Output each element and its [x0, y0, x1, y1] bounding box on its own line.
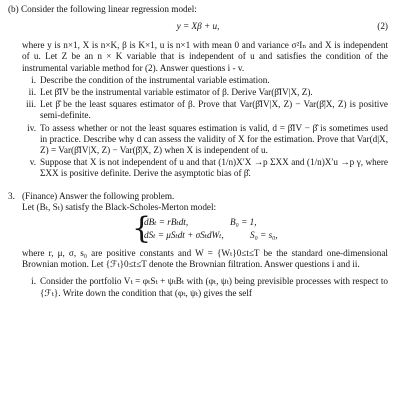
- question-numeral: iv.: [27, 122, 36, 133]
- part-b: [8, 4, 388, 180]
- question-item: [22, 157, 388, 179]
- question-3-intro: Let (Bₜ, Sₜ) satisfy the Black-Scholes-Merton model:: [22, 201, 217, 212]
- question-numeral: v.: [29, 157, 36, 168]
- question-numeral: i.: [31, 276, 36, 287]
- question-item: [22, 276, 388, 298]
- regression-equation: [8, 21, 388, 33]
- equation-number: (2): [377, 21, 388, 32]
- part-b-intro: (b) Consider the following linear regression model:: [8, 4, 197, 14]
- question-text: Let β̂IV be the instrumental variable estimator of β. Derive Var(β̂IV|X, Z).: [40, 87, 313, 98]
- question-text: Describe the condition of the instrumental variable estimation.: [40, 74, 270, 85]
- bsm-system: [22, 211, 388, 247]
- stock-equation: dSₜ = μSₜdt + σSₜdWₜ,: [144, 230, 224, 241]
- part-b-description: where y is n×1, X is n×K, β is K×1, u is n×1 with mean 0 and variance σ²Iₙ and X is independent of u. Let Z be an n × K variable that is independent of u and satisfies the condition of the instrumental variable method for (2). Answer questions i - v.: [22, 40, 388, 73]
- question-item: [22, 75, 388, 86]
- stock-initial-condition: S₀ = s₀,: [250, 230, 278, 241]
- left-brace: {: [132, 211, 152, 247]
- question-item: [22, 87, 388, 98]
- question-text: Suppose that X is not independent of u and that (1/n)X′X →p ΣXX and (1/n)X′u →p γ, where ΣXX is positive definite. Derive the asymptotic bias of β̂.: [40, 157, 388, 179]
- question-text: To assess whether or not the least squares estimation is valid, d = β̂IV − β̂ is sometimes used in practice. Describe why d can assess the validity of X for the estimation. Prove that Var(d|X, Z) = Var(β̂IV|X, Z) − Var(β̂|X, Z) when X is independent of u.: [40, 122, 388, 156]
- question-numeral: iii.: [26, 99, 36, 110]
- question-item: [22, 99, 388, 121]
- part-b-questions: [8, 75, 388, 180]
- question-3-body: [8, 191, 388, 299]
- bond-equation: dBₜ = rBₜdt,: [144, 217, 189, 228]
- question-item: [22, 123, 388, 157]
- question-3-heading: (Finance) Answer the following problem.: [22, 190, 175, 201]
- question-numeral: i.: [31, 74, 36, 85]
- question-text: Let β̂ be the least squares estimator of β. Prove that Var(β̂IV|X, Z) − Var(β̂|X, Z) is positive semi-definite.: [40, 99, 388, 121]
- question-numeral: ii.: [28, 87, 36, 98]
- bond-initial-condition: B₀ = 1,: [230, 217, 257, 228]
- question-text: Consider the portfolio Vₜ = φₜSₜ + ψₜBₜ with (φₜ, ψₜ) being previsible processes with respect to {ℱₜ}. Write down the condition that (φₜ, ψₜ) gives the self: [40, 276, 388, 298]
- equation-text: y = Xβ + u,: [176, 21, 220, 32]
- question-3: [8, 191, 388, 299]
- question-3-description: where r, μ, σ, s₀ are positive constants and W = {Wₜ}0≤t≤T be the standard one-dimensional Brownian motion. Let {ℱₜ}0≤t≤T denote the Brownian filtration. Answer questions i and ii.: [22, 248, 388, 270]
- question-3-number: 3.: [8, 190, 15, 201]
- question-3-items: [22, 276, 388, 298]
